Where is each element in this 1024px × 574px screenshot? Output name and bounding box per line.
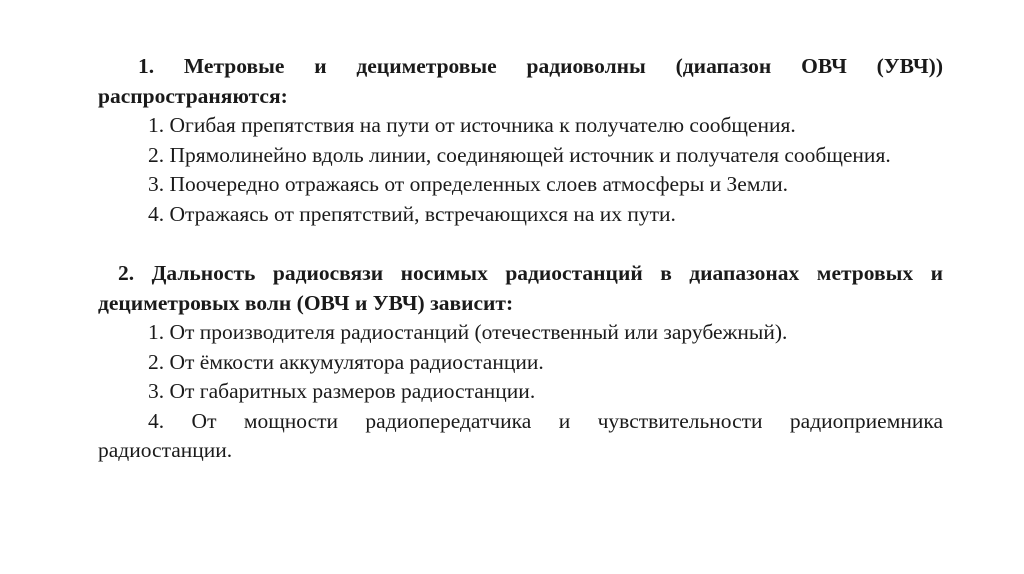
document-page <box>98 52 943 466</box>
question-1-answer-2: 2. Прямолинейно вдоль линии, соединяющей источник и получателя сообщения. <box>148 142 891 167</box>
question-2-answer-3: 3. От габаритных размеров радиостанции. <box>148 379 536 403</box>
question-2 <box>98 259 943 466</box>
question-2-text: 2. Дальность радиосвязи носимых радиостанций в диапазонах метровых и дециметровых волн (ОВЧ и УВЧ) зависит: <box>98 261 943 315</box>
section-gap <box>98 229 943 259</box>
question-1-answer-3: 3. Поочередно отражаясь от определенных слоев атмосферы и Земли. <box>148 172 789 196</box>
question-2-answer-2: 2. От ёмкости аккумулятора радиостанции. <box>148 349 544 374</box>
question-2-answer-4: 4. От мощности радиопередатчика и чувствительности радиоприемника радиостанции. <box>98 408 943 462</box>
question-1 <box>98 52 943 229</box>
question-1-answer-1: 1. Огибая препятствия на пути от источника к получателю сообщения. <box>148 113 796 137</box>
question-1-text: 1. Метровые и дециметровые радиоволны (диапазон ОВЧ (УВЧ)) распространяются: <box>98 54 943 108</box>
question-1-answer-4: 4. Отражаясь от препятствий, встречающихся на их пути. <box>148 201 676 226</box>
question-2-answer-1: 1. От производителя радиостанций (отечественный или зарубежный). <box>148 320 788 344</box>
